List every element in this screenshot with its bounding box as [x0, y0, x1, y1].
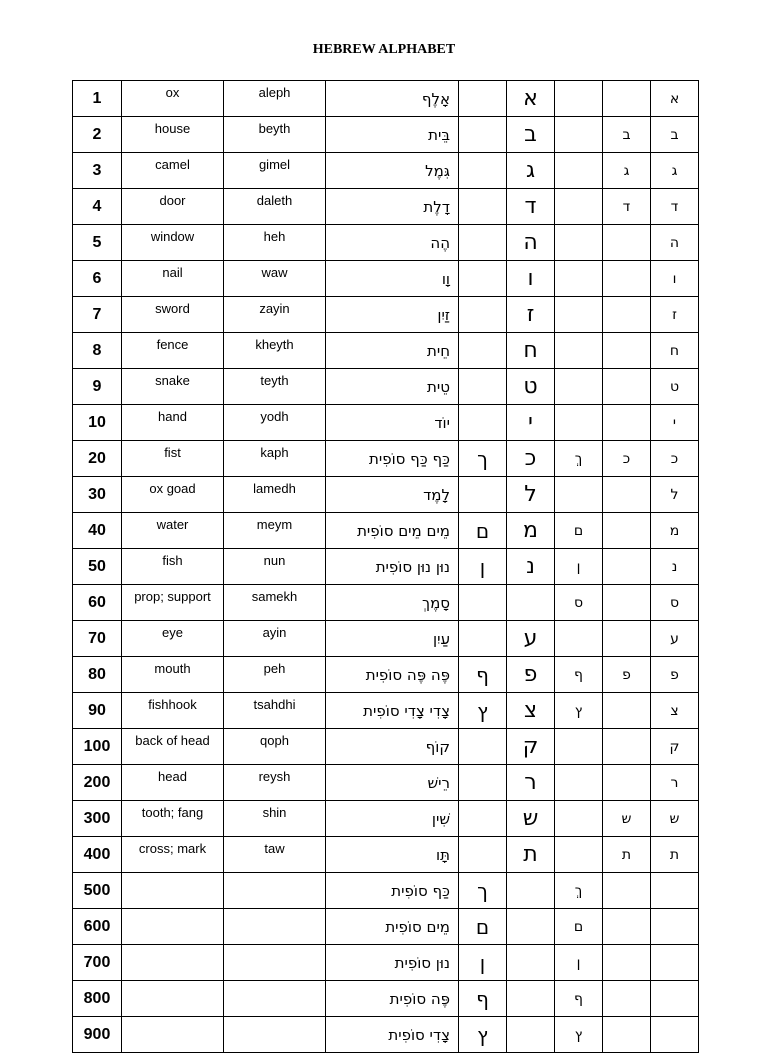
- letter-cell: ו: [507, 261, 555, 297]
- hebrew-name-cell: רֵישׁ: [326, 765, 459, 801]
- meaning-cell: mouth: [122, 657, 224, 693]
- letter-cell: [507, 585, 555, 621]
- letter-cell: [507, 981, 555, 1017]
- script-cell-b: ש: [603, 801, 651, 837]
- script-cell-a: [555, 729, 603, 765]
- letter-cell: ת: [507, 837, 555, 873]
- script-cell-a: [555, 117, 603, 153]
- table-row: [73, 297, 699, 333]
- script-cell-b: ג: [603, 153, 651, 189]
- script-cell-c: ת: [651, 837, 699, 873]
- transliteration-cell: [224, 945, 326, 981]
- hebrew-name-cell: סָמֶךְ: [326, 585, 459, 621]
- letter-cell: צ: [507, 693, 555, 729]
- letter-cell: ר: [507, 765, 555, 801]
- meaning-cell: sword: [122, 297, 224, 333]
- hebrew-name-cell: נוּן נוּן סוֹפִית: [326, 549, 459, 585]
- hebrew-name-cell: טֵית: [326, 369, 459, 405]
- number-cell: 6: [73, 261, 122, 297]
- final-form-cell: [459, 765, 507, 801]
- final-form-cell: [459, 117, 507, 153]
- letter-cell: מ: [507, 513, 555, 549]
- transliteration-cell: ayin: [224, 621, 326, 657]
- script-cell-c: ס: [651, 585, 699, 621]
- final-form-cell: [459, 801, 507, 837]
- number-cell: 4: [73, 189, 122, 225]
- hebrew-name-cell: שִׁין: [326, 801, 459, 837]
- script-cell-b: [603, 477, 651, 513]
- final-form-cell: ף: [459, 657, 507, 693]
- final-form-cell: [459, 405, 507, 441]
- table-row: [73, 441, 699, 477]
- number-cell: 3: [73, 153, 122, 189]
- hebrew-name-cell: גִּמֶל: [326, 153, 459, 189]
- script-cell-b: [603, 81, 651, 117]
- script-cell-b: [603, 369, 651, 405]
- script-cell-c: נ: [651, 549, 699, 585]
- hebrew-name-cell: דָלֶת: [326, 189, 459, 225]
- table-row: [73, 81, 699, 117]
- meaning-cell: eye: [122, 621, 224, 657]
- script-cell-a: [555, 405, 603, 441]
- script-cell-c: ד: [651, 189, 699, 225]
- script-cell-a: ף: [555, 657, 603, 693]
- meaning-cell: snake: [122, 369, 224, 405]
- letter-cell: נ: [507, 549, 555, 585]
- script-cell-a: ךְ: [555, 873, 603, 909]
- table-row: [73, 333, 699, 369]
- script-cell-a: [555, 81, 603, 117]
- script-cell-c: ע: [651, 621, 699, 657]
- script-cell-c: ח: [651, 333, 699, 369]
- script-cell-c: מ: [651, 513, 699, 549]
- number-cell: 500: [73, 873, 122, 909]
- transliteration-cell: [224, 873, 326, 909]
- letter-cell: ב: [507, 117, 555, 153]
- transliteration-cell: daleth: [224, 189, 326, 225]
- transliteration-cell: shin: [224, 801, 326, 837]
- script-cell-b: [603, 945, 651, 981]
- table-row: [73, 117, 699, 153]
- script-cell-c: ג: [651, 153, 699, 189]
- final-form-cell: [459, 369, 507, 405]
- script-cell-a: ס: [555, 585, 603, 621]
- script-cell-b: [603, 225, 651, 261]
- script-cell-c: [651, 909, 699, 945]
- table-row: [73, 513, 699, 549]
- meaning-cell: window: [122, 225, 224, 261]
- final-form-cell: [459, 621, 507, 657]
- letter-cell: ח: [507, 333, 555, 369]
- final-form-cell: [459, 261, 507, 297]
- meaning-cell: head: [122, 765, 224, 801]
- script-cell-a: [555, 837, 603, 873]
- transliteration-cell: qoph: [224, 729, 326, 765]
- final-form-cell: [459, 81, 507, 117]
- table-row: [73, 837, 699, 873]
- script-cell-c: ו: [651, 261, 699, 297]
- table-row: [73, 225, 699, 261]
- meaning-cell: house: [122, 117, 224, 153]
- hebrew-name-cell: מֵים מֵים סוֹפִית: [326, 513, 459, 549]
- letter-cell: [507, 945, 555, 981]
- meaning-cell: [122, 981, 224, 1017]
- meaning-cell: ox: [122, 81, 224, 117]
- script-cell-b: [603, 1017, 651, 1053]
- meaning-cell: camel: [122, 153, 224, 189]
- script-cell-c: [651, 981, 699, 1017]
- number-cell: 10: [73, 405, 122, 441]
- number-cell: 30: [73, 477, 122, 513]
- script-cell-a: ן: [555, 549, 603, 585]
- table-row: [73, 873, 699, 909]
- hebrew-name-cell: פֶּה פֶּה סוֹפִית: [326, 657, 459, 693]
- transliteration-cell: yodh: [224, 405, 326, 441]
- script-cell-a: [555, 765, 603, 801]
- letter-cell: ז: [507, 297, 555, 333]
- script-cell-c: ט: [651, 369, 699, 405]
- table-row: [73, 405, 699, 441]
- script-cell-c: ה: [651, 225, 699, 261]
- script-cell-b: [603, 621, 651, 657]
- number-cell: 60: [73, 585, 122, 621]
- script-cell-b: ב: [603, 117, 651, 153]
- script-cell-a: [555, 261, 603, 297]
- transliteration-cell: reysh: [224, 765, 326, 801]
- meaning-cell: back of head: [122, 729, 224, 765]
- script-cell-b: [603, 585, 651, 621]
- transliteration-cell: [224, 1017, 326, 1053]
- script-cell-a: ץ: [555, 1017, 603, 1053]
- script-cell-c: [651, 945, 699, 981]
- hebrew-name-cell: הֶה: [326, 225, 459, 261]
- final-form-cell: [459, 333, 507, 369]
- page-title: HEBREW ALPHABET: [312, 42, 456, 57]
- meaning-cell: [122, 945, 224, 981]
- script-cell-b: [603, 693, 651, 729]
- script-cell-c: [651, 1017, 699, 1053]
- script-cell-c: ל: [651, 477, 699, 513]
- table-row: [73, 909, 699, 945]
- hebrew-name-cell: זַיִן: [326, 297, 459, 333]
- number-cell: 8: [73, 333, 122, 369]
- letter-cell: כ: [507, 441, 555, 477]
- table-row: [73, 801, 699, 837]
- script-cell-a: [555, 297, 603, 333]
- letter-cell: פ: [507, 657, 555, 693]
- table-row: [73, 945, 699, 981]
- number-cell: 2: [73, 117, 122, 153]
- hebrew-name-cell: יוֹד: [326, 405, 459, 441]
- hebrew-name-cell: אָלֶף: [326, 81, 459, 117]
- transliteration-cell: teyth: [224, 369, 326, 405]
- meaning-cell: [122, 873, 224, 909]
- letter-cell: ל: [507, 477, 555, 513]
- script-cell-c: ר: [651, 765, 699, 801]
- hebrew-name-cell: כַּף כַּף סוֹפִית: [326, 441, 459, 477]
- number-cell: 20: [73, 441, 122, 477]
- script-cell-a: [555, 153, 603, 189]
- number-cell: 90: [73, 693, 122, 729]
- final-form-cell: ן: [459, 549, 507, 585]
- script-cell-c: [651, 873, 699, 909]
- number-cell: 1: [73, 81, 122, 117]
- number-cell: 900: [73, 1017, 122, 1053]
- final-form-cell: [459, 477, 507, 513]
- script-cell-a: ץ: [555, 693, 603, 729]
- number-cell: 50: [73, 549, 122, 585]
- letter-cell: ע: [507, 621, 555, 657]
- table-row: [73, 981, 699, 1017]
- script-cell-c: ק: [651, 729, 699, 765]
- script-cell-c: פ: [651, 657, 699, 693]
- hebrew-name-cell: כַּף סוֹפִית: [326, 873, 459, 909]
- script-cell-b: כ: [603, 441, 651, 477]
- meaning-cell: [122, 1017, 224, 1053]
- hebrew-name-cell: חֵית: [326, 333, 459, 369]
- letter-cell: [507, 873, 555, 909]
- meaning-cell: prop; support: [122, 585, 224, 621]
- number-cell: 80: [73, 657, 122, 693]
- final-form-cell: [459, 153, 507, 189]
- letter-cell: ש: [507, 801, 555, 837]
- transliteration-cell: [224, 909, 326, 945]
- final-form-cell: [459, 297, 507, 333]
- letter-cell: א: [507, 81, 555, 117]
- final-form-cell: ם: [459, 909, 507, 945]
- table-row: [73, 621, 699, 657]
- script-cell-b: [603, 873, 651, 909]
- transliteration-cell: zayin: [224, 297, 326, 333]
- transliteration-cell: [224, 981, 326, 1017]
- hebrew-name-cell: פֶּה סוֹפִית: [326, 981, 459, 1017]
- hebrew-name-cell: לָמֶד: [326, 477, 459, 513]
- hebrew-name-cell: תָּו: [326, 837, 459, 873]
- hebrew-name-cell: עַיִן: [326, 621, 459, 657]
- final-form-cell: ם: [459, 513, 507, 549]
- meaning-cell: cross; mark: [122, 837, 224, 873]
- table-row: [73, 477, 699, 513]
- hebrew-name-cell: צָדִי צָדִי סוֹפִית: [326, 693, 459, 729]
- script-cell-a: [555, 801, 603, 837]
- meaning-cell: door: [122, 189, 224, 225]
- transliteration-cell: tsahdhi: [224, 693, 326, 729]
- meaning-cell: fish: [122, 549, 224, 585]
- table-row: [73, 549, 699, 585]
- table-row: [73, 657, 699, 693]
- letter-cell: ט: [507, 369, 555, 405]
- number-cell: 400: [73, 837, 122, 873]
- transliteration-cell: meym: [224, 513, 326, 549]
- number-cell: 800: [73, 981, 122, 1017]
- alphabet-table: [72, 80, 699, 1053]
- transliteration-cell: taw: [224, 837, 326, 873]
- script-cell-a: ךְ: [555, 441, 603, 477]
- table-row: [73, 765, 699, 801]
- table-row: [73, 729, 699, 765]
- letter-cell: ד: [507, 189, 555, 225]
- transliteration-cell: heh: [224, 225, 326, 261]
- final-form-cell: [459, 585, 507, 621]
- script-cell-a: ן: [555, 945, 603, 981]
- script-cell-b: ד: [603, 189, 651, 225]
- meaning-cell: tooth; fang: [122, 801, 224, 837]
- letter-cell: [507, 909, 555, 945]
- final-form-cell: ך: [459, 441, 507, 477]
- script-cell-a: ם: [555, 909, 603, 945]
- letter-cell: ג: [507, 153, 555, 189]
- script-cell-b: [603, 261, 651, 297]
- meaning-cell: fishhook: [122, 693, 224, 729]
- hebrew-name-cell: מֵים סוֹפִית: [326, 909, 459, 945]
- transliteration-cell: kaph: [224, 441, 326, 477]
- script-cell-a: [555, 225, 603, 261]
- script-cell-c: צ: [651, 693, 699, 729]
- final-form-cell: [459, 225, 507, 261]
- script-cell-b: [603, 333, 651, 369]
- number-cell: 600: [73, 909, 122, 945]
- script-cell-b: [603, 909, 651, 945]
- final-form-cell: ן: [459, 945, 507, 981]
- meaning-cell: [122, 909, 224, 945]
- meaning-cell: nail: [122, 261, 224, 297]
- script-cell-c: א: [651, 81, 699, 117]
- script-cell-c: ב: [651, 117, 699, 153]
- meaning-cell: fist: [122, 441, 224, 477]
- hebrew-name-cell: בֵּית: [326, 117, 459, 153]
- number-cell: 200: [73, 765, 122, 801]
- script-cell-a: [555, 189, 603, 225]
- hebrew-name-cell: קוֹף: [326, 729, 459, 765]
- table-row: [73, 189, 699, 225]
- script-cell-b: [603, 513, 651, 549]
- script-cell-b: ת: [603, 837, 651, 873]
- script-cell-a: ם: [555, 513, 603, 549]
- script-cell-c: ז: [651, 297, 699, 333]
- letter-cell: ה: [507, 225, 555, 261]
- final-form-cell: ץ: [459, 693, 507, 729]
- transliteration-cell: aleph: [224, 81, 326, 117]
- script-cell-a: [555, 369, 603, 405]
- table-row: [73, 153, 699, 189]
- script-cell-b: [603, 297, 651, 333]
- hebrew-name-cell: וָו: [326, 261, 459, 297]
- number-cell: 40: [73, 513, 122, 549]
- number-cell: 70: [73, 621, 122, 657]
- letter-cell: [507, 1017, 555, 1053]
- hebrew-name-cell: נוּן סוֹפִית: [326, 945, 459, 981]
- transliteration-cell: gimel: [224, 153, 326, 189]
- final-form-cell: [459, 837, 507, 873]
- script-cell-b: [603, 765, 651, 801]
- final-form-cell: [459, 189, 507, 225]
- number-cell: 9: [73, 369, 122, 405]
- letter-cell: ק: [507, 729, 555, 765]
- hebrew-name-cell: צָדִי סוֹפִית: [326, 1017, 459, 1053]
- script-cell-b: פ: [603, 657, 651, 693]
- transliteration-cell: lamedh: [224, 477, 326, 513]
- final-form-cell: ף: [459, 981, 507, 1017]
- number-cell: 100: [73, 729, 122, 765]
- script-cell-a: [555, 333, 603, 369]
- final-form-cell: [459, 729, 507, 765]
- script-cell-b: [603, 729, 651, 765]
- table-row: [73, 1017, 699, 1053]
- table-row: [73, 369, 699, 405]
- number-cell: 5: [73, 225, 122, 261]
- table-row: [73, 261, 699, 297]
- transliteration-cell: samekh: [224, 585, 326, 621]
- transliteration-cell: waw: [224, 261, 326, 297]
- script-cell-a: [555, 621, 603, 657]
- transliteration-cell: beyth: [224, 117, 326, 153]
- script-cell-c: ש: [651, 801, 699, 837]
- script-cell-c: כ: [651, 441, 699, 477]
- script-cell-b: [603, 549, 651, 585]
- script-cell-b: [603, 981, 651, 1017]
- script-cell-a: ף: [555, 981, 603, 1017]
- table-row: [73, 585, 699, 621]
- number-cell: 300: [73, 801, 122, 837]
- final-form-cell: ך: [459, 873, 507, 909]
- meaning-cell: hand: [122, 405, 224, 441]
- script-cell-c: י: [651, 405, 699, 441]
- table-row: [73, 693, 699, 729]
- transliteration-cell: peh: [224, 657, 326, 693]
- meaning-cell: water: [122, 513, 224, 549]
- number-cell: 7: [73, 297, 122, 333]
- script-cell-a: [555, 477, 603, 513]
- letter-cell: י: [507, 405, 555, 441]
- script-cell-b: [603, 405, 651, 441]
- number-cell: 700: [73, 945, 122, 981]
- transliteration-cell: nun: [224, 549, 326, 585]
- final-form-cell: ץ: [459, 1017, 507, 1053]
- meaning-cell: fence: [122, 333, 224, 369]
- transliteration-cell: kheyth: [224, 333, 326, 369]
- meaning-cell: ox goad: [122, 477, 224, 513]
